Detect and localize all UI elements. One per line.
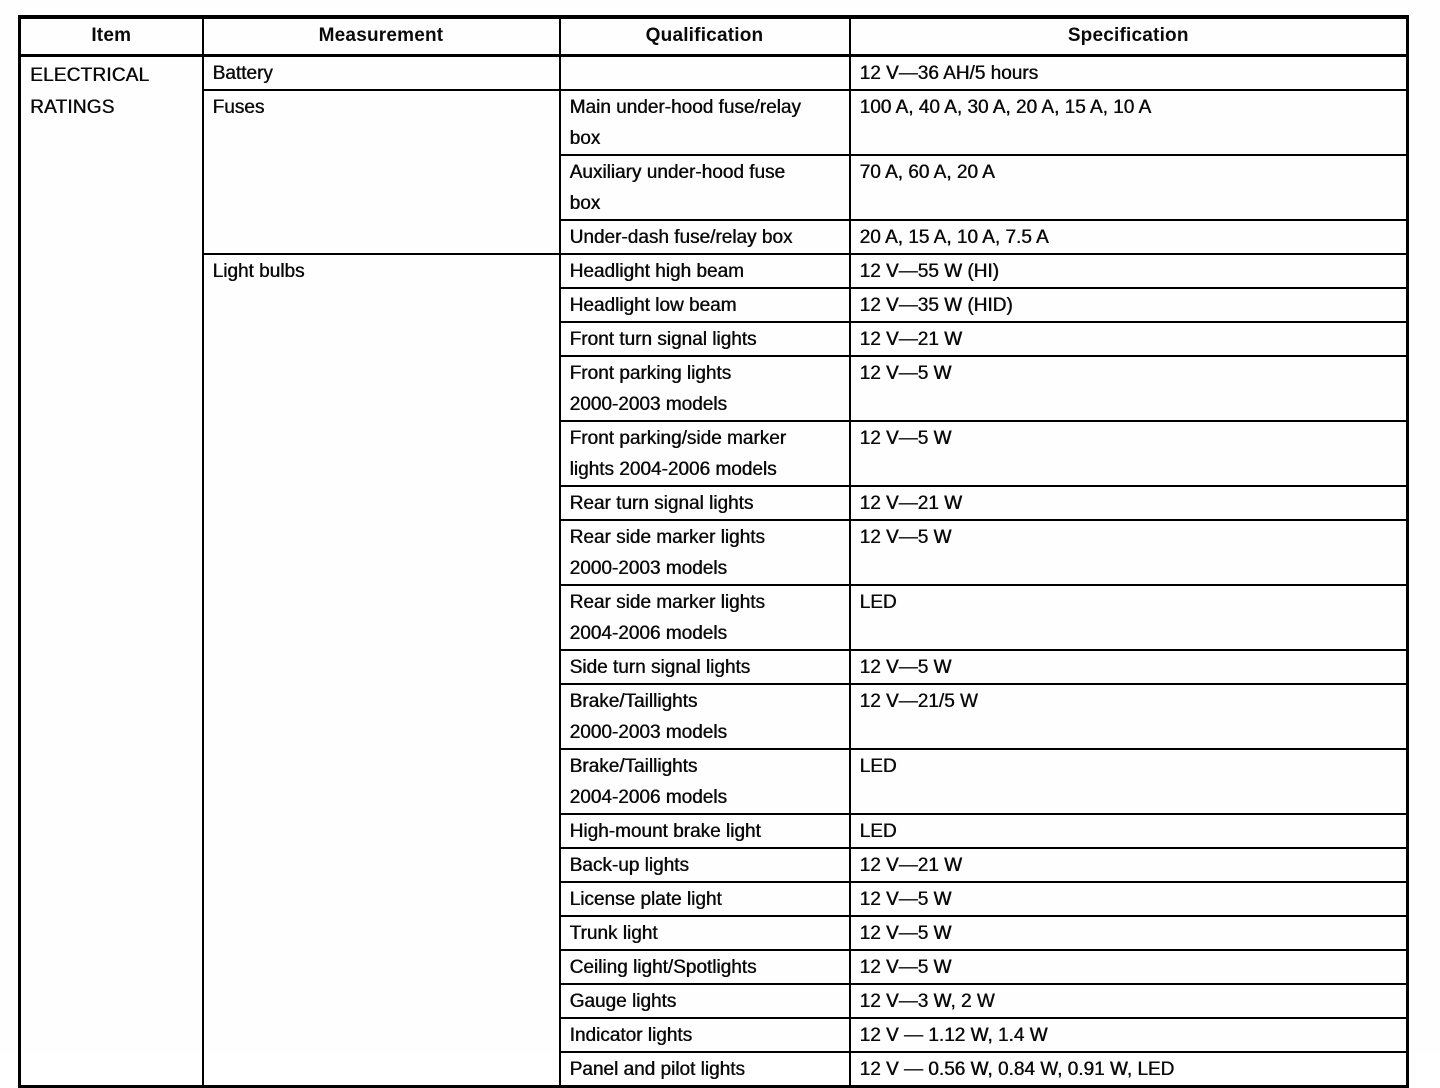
qualification-text: Headlight low beam (569, 294, 737, 316)
qualification-text: Rear turn signal lights (569, 492, 754, 514)
qualification-text: box (569, 127, 601, 149)
electrical-ratings-table (18, 15, 1409, 1088)
specification-cell (850, 650, 1408, 684)
specification-cell (850, 90, 1408, 155)
item-cell (20, 55, 203, 1086)
specification-text: 12 V—5 W (859, 956, 952, 978)
specification-cell (850, 288, 1408, 322)
qualification-cell (560, 486, 850, 520)
table-header-row (20, 17, 1408, 55)
item-label: ELECTRICAL RATINGS (30, 64, 149, 118)
qualification-cell (560, 254, 850, 288)
qualification-cell (560, 882, 850, 916)
qualification-text: Headlight high beam (569, 260, 744, 282)
qualification-cell (560, 90, 850, 155)
qualification-cell (560, 421, 850, 486)
header-qualification: Qualification (560, 17, 850, 55)
specification-text: 12 V—5 W (859, 362, 952, 384)
specification-text: 12 V — 0.56 W, 0.84 W, 0.91 W, LED (859, 1058, 1175, 1080)
specification-text: 12 V—21/5 W (859, 690, 978, 712)
specification-text: 12 V—5 W (859, 922, 952, 944)
qualification-text: 2000-2003 models (569, 721, 727, 743)
qualification-cell (560, 749, 850, 814)
specification-text: 100 A, 40 A, 30 A, 20 A, 15 A, 10 A (859, 96, 1152, 118)
specification-cell (850, 1018, 1408, 1052)
header-specification: Specification (850, 17, 1408, 55)
specification-text: LED (859, 755, 897, 777)
specification-cell (850, 882, 1408, 916)
qualification-cell (560, 322, 850, 356)
specification-text: 12 V—21 W (859, 492, 962, 514)
specification-cell (850, 322, 1408, 356)
qualification-text: Gauge lights (569, 990, 677, 1012)
qualification-text: Rear side marker lights (569, 591, 765, 613)
specification-text: 12 V—55 W (HI) (859, 260, 999, 282)
qualification-text: Trunk light (569, 922, 658, 944)
specification-text: 12 V—21 W (859, 854, 962, 876)
qualification-cell (560, 950, 850, 984)
qualification-cell (560, 1052, 850, 1087)
header-item: Item (20, 17, 203, 55)
qualification-text: Front parking lights (569, 362, 732, 384)
qualification-cell (560, 684, 850, 749)
specification-cell (850, 950, 1408, 984)
qualification-cell (560, 220, 850, 254)
specification-cell (850, 848, 1408, 882)
header-measurement: Measurement (203, 17, 560, 55)
specification-cell (850, 220, 1408, 254)
measurement-cell (203, 254, 560, 1087)
specification-cell (850, 585, 1408, 650)
specification-text: LED (859, 591, 897, 613)
qualification-cell (560, 55, 850, 90)
specification-text: 12 V—5 W (859, 888, 952, 910)
measurement-label: Fuses (212, 96, 265, 118)
qualification-cell (560, 288, 850, 322)
qualification-text: License plate light (569, 888, 722, 910)
specification-cell (850, 155, 1408, 220)
qualification-text: Front turn signal lights (569, 328, 757, 350)
qualification-text: Side turn signal lights (569, 656, 751, 678)
specification-cell (850, 916, 1408, 950)
specification-cell (850, 520, 1408, 585)
table-row (20, 254, 1408, 288)
qualification-cell (560, 155, 850, 220)
qualification-text: High-mount brake light (569, 820, 761, 842)
specification-text: 12 V—5 W (859, 526, 952, 548)
qualification-text: Auxiliary under-hood fuse (569, 161, 785, 183)
qualification-text: 2004-2006 models (569, 622, 727, 644)
measurement-cell (203, 90, 560, 254)
specification-text: 12 V—36 AH/5 hours (859, 62, 1038, 84)
specification-cell (850, 254, 1408, 288)
qualification-text: Ceiling light/Spotlights (569, 956, 757, 978)
qualification-cell (560, 984, 850, 1018)
qualification-text: Brake/Taillights (569, 690, 698, 712)
measurement-label: Light bulbs (212, 260, 305, 282)
specification-cell (850, 684, 1408, 749)
qualification-text: Back-up lights (569, 854, 689, 876)
qualification-text: 2000-2003 models (569, 557, 727, 579)
qualification-cell (560, 814, 850, 848)
specification-cell (850, 55, 1408, 90)
specification-text: 12 V—35 W (HID) (859, 294, 1013, 316)
specification-text: 12 V—3 W, 2 W (859, 990, 995, 1012)
specification-cell (850, 1052, 1408, 1087)
qualification-text: 2000-2003 models (569, 393, 727, 415)
specification-cell (850, 749, 1408, 814)
qualification-cell (560, 650, 850, 684)
table-row (20, 55, 1408, 90)
specification-cell (850, 486, 1408, 520)
qualification-text: Rear side marker lights (569, 526, 765, 548)
specification-text: 12 V—5 W (859, 656, 952, 678)
specification-text: 12 V — 1.12 W, 1.4 W (859, 1024, 1048, 1046)
qualification-text: Brake/Taillights (569, 755, 698, 777)
table-row (20, 90, 1408, 155)
qualification-cell (560, 916, 850, 950)
specification-cell (850, 984, 1408, 1018)
qualification-cell (560, 356, 850, 421)
qualification-cell (560, 848, 850, 882)
qualification-cell (560, 520, 850, 585)
qualification-text: Under-dash fuse/relay box (569, 226, 793, 248)
measurement-cell (203, 55, 560, 90)
measurement-label: Battery (212, 62, 273, 84)
specification-cell (850, 814, 1408, 848)
table-body (20, 55, 1408, 1086)
specification-text: 12 V—5 W (859, 427, 952, 449)
specification-cell (850, 356, 1408, 421)
specification-text: LED (859, 820, 897, 842)
qualification-text: Indicator lights (569, 1024, 693, 1046)
qualification-text: box (569, 192, 601, 214)
qualification-text: Main under-hood fuse/relay (569, 96, 801, 118)
specification-text: 20 A, 15 A, 10 A, 7.5 A (859, 226, 1049, 248)
specification-cell (850, 421, 1408, 486)
qualification-text: 2004-2006 models (569, 786, 727, 808)
specification-text: 70 A, 60 A, 20 A (859, 161, 995, 183)
qualification-text: lights 2004-2006 models (569, 458, 777, 480)
qualification-cell (560, 1018, 850, 1052)
qualification-text: Panel and pilot lights (569, 1058, 745, 1080)
qualification-text: Front parking/side marker (569, 427, 786, 449)
specification-text: 12 V—21 W (859, 328, 962, 350)
qualification-cell (560, 585, 850, 650)
